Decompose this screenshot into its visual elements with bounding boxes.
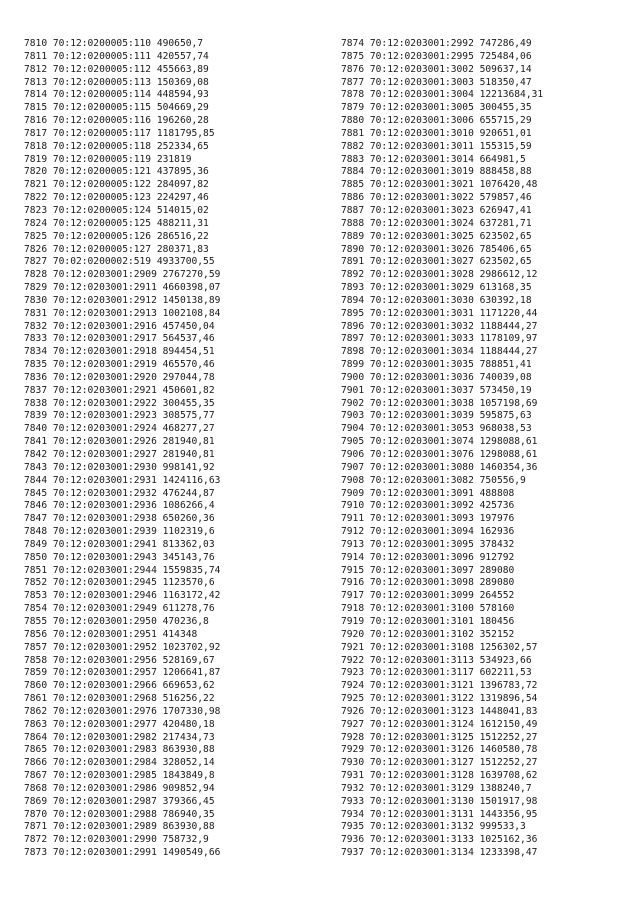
- table-row: 7844 70:12:0203001:2931 1424116,63: [24, 474, 221, 486]
- table-row: 7864 70:12:0203001:2982 217434,73: [24, 731, 215, 743]
- table-row: 7910 70:12:0203001:3092 425736: [341, 500, 515, 512]
- table-row: 7813 70:12:0200005:113 150369,08: [24, 76, 209, 88]
- left-column: [24, 38, 220, 860]
- table-row: 7886 70:12:0203001:3022 579857,46: [341, 192, 532, 204]
- table-row: 7924 70:12:0203001:3121 1396783,72: [341, 680, 538, 692]
- table-row: 7928 70:12:0203001:3125 1512252,27: [341, 731, 538, 743]
- table-row: 7827 70:02:0200002:519 4933700,55: [24, 256, 215, 268]
- table-row: 7902 70:12:0203001:3038 1057198,69: [341, 397, 538, 409]
- table-row: 7815 70:12:0200005:115 504669,29: [24, 102, 209, 114]
- table-row: 7887 70:12:0203001:3023 626947,41: [341, 204, 532, 216]
- table-row: 7857 70:12:0203001:2952 1023702,92: [24, 641, 221, 653]
- table-row: 7897 70:12:0203001:3033 1178109,97: [341, 333, 538, 345]
- table-row: 7831 70:12:0203001:2913 1002108,84: [24, 307, 221, 319]
- table-row: 7903 70:12:0203001:3039 595875,63: [341, 410, 532, 422]
- table-row: 7869 70:12:0203001:2987 379366,45: [24, 795, 215, 807]
- table-row: 7889 70:12:0203001:3025 623502,65: [341, 230, 532, 242]
- table-row: 7885 70:12:0203001:3021 1076420,48: [341, 179, 538, 191]
- table-row: 7888 70:12:0203001:3024 637281,71: [341, 217, 532, 229]
- table-row: 7871 70:12:0203001:2989 863930,88: [24, 821, 215, 833]
- table-row: 7826 70:12:0200005:127 280371,83: [24, 243, 209, 255]
- table-row: 7843 70:12:0203001:2930 998141,92: [24, 461, 215, 473]
- table-row: 7884 70:12:0203001:3019 888458,88: [341, 166, 532, 178]
- table-row: 7878 70:12:0203001:3004 12213684,31: [341, 89, 544, 101]
- table-row: 7848 70:12:0203001:2939 1102319,6: [24, 526, 215, 538]
- table-row: 7822 70:12:0200005:123 224297,46: [24, 192, 209, 204]
- table-row: 7874 70:12:0203001:2992 747286,49: [341, 38, 532, 49]
- table-row: 7861 70:12:0203001:2968 516256,22: [24, 693, 215, 705]
- table-row: 7879 70:12:0203001:3005 300455,35: [341, 102, 532, 114]
- table-row: 7899 70:12:0203001:3035 788851,41: [341, 359, 532, 371]
- table-row: 7872 70:12:0203001:2990 758732,9: [24, 834, 209, 846]
- table-row: 7859 70:12:0203001:2957 1206641,87: [24, 667, 221, 679]
- table-row: 7877 70:12:0203001:3003 518350,47: [341, 76, 532, 88]
- table-row: 7933 70:12:0203001:3130 1501917,98: [341, 795, 538, 807]
- table-row: 7931 70:12:0203001:3128 1639708,62: [341, 770, 538, 782]
- table-row: 7927 70:12:0203001:3124 1612150,49: [341, 718, 538, 730]
- table-row: 7909 70:12:0203001:3091 488808: [341, 487, 515, 499]
- table-row: 7818 70:12:0200005:118 252334,65: [24, 140, 209, 152]
- table-row: 7867 70:12:0203001:2985 1843849,8: [24, 770, 215, 782]
- table-row: 7851 70:12:0203001:2944 1559835,74: [24, 564, 221, 576]
- table-row: 7883 70:12:0203001:3014 664981,5: [341, 153, 526, 165]
- table-row: 7832 70:12:0203001:2916 457450,04: [24, 320, 215, 332]
- table-row: 7845 70:12:0203001:2932 476244,87: [24, 487, 215, 499]
- table-row: 7854 70:12:0203001:2949 611278,76: [24, 603, 215, 615]
- table-row: 7835 70:12:0203001:2919 465570,46: [24, 359, 215, 371]
- table-row: 7893 70:12:0203001:3029 613168,35: [341, 282, 532, 294]
- table-row: 7830 70:12:0203001:2912 1450138,89: [24, 294, 221, 306]
- table-row: 7829 70:12:0203001:2911 4660398,07: [24, 282, 221, 294]
- table-row: 7863 70:12:0203001:2977 420480,18: [24, 718, 215, 730]
- table-row: 7925 70:12:0203001:3122 1319896,54: [341, 693, 538, 705]
- table-row: 7849 70:12:0203001:2941 813362,03: [24, 538, 215, 550]
- table-row: 7904 70:12:0203001:3053 968038,53: [341, 423, 532, 435]
- table-row: 7932 70:12:0203001:3129 1388240,7: [341, 782, 532, 794]
- table-row: 7890 70:12:0203001:3026 785406,65: [341, 243, 532, 255]
- table-row: 7846 70:12:0203001:2936 1086266,4: [24, 500, 215, 512]
- table-row: 7891 70:12:0203001:3027 623502,65: [341, 256, 532, 268]
- table-row: 7916 70:12:0203001:3098 289080: [341, 577, 515, 589]
- table-row: 7828 70:12:0203001:2909 2767270,59: [24, 269, 221, 281]
- table-row: 7840 70:12:0203001:2924 468277,27: [24, 423, 215, 435]
- table-row: 7850 70:12:0203001:2943 345143,76: [24, 551, 215, 563]
- table-row: 7898 70:12:0203001:3034 1188444,27: [341, 346, 538, 358]
- table-row: 7936 70:12:0203001:3133 1025162,36: [341, 834, 538, 846]
- table-row: 7901 70:12:0203001:3037 573450,19: [341, 384, 532, 396]
- table-row: 7923 70:12:0203001:3117 602211,53: [341, 667, 532, 679]
- table-row: 7821 70:12:0200005:122 284097,82: [24, 179, 209, 191]
- table-row: 7896 70:12:0203001:3032 1188444,27: [341, 320, 538, 332]
- table-row: 7934 70:12:0203001:3131 1443356,95: [341, 808, 538, 820]
- table-row: 7914 70:12:0203001:3096 912792: [341, 551, 515, 563]
- table-row: 7915 70:12:0203001:3097 289080: [341, 564, 515, 576]
- table-row: 7868 70:12:0203001:2986 909852,94: [24, 782, 215, 794]
- table-row: 7919 70:12:0203001:3101 180456: [341, 615, 515, 627]
- table-row: 7876 70:12:0203001:3002 509637,14: [341, 63, 532, 75]
- table-row: 7937 70:12:0203001:3134 1233398,47: [341, 847, 538, 859]
- table-row: 7873 70:12:0203001:2991 1490549,66: [24, 847, 221, 859]
- table-row: 7930 70:12:0203001:3127 1512252,27: [341, 757, 538, 769]
- table-row: 7881 70:12:0203001:3010 920651,01: [341, 127, 532, 139]
- table-row: 7880 70:12:0203001:3006 655715,29: [341, 115, 532, 127]
- table-row: 7917 70:12:0203001:3099 264552: [341, 590, 515, 602]
- table-row: 7853 70:12:0203001:2946 1163172,42: [24, 590, 221, 602]
- table-row: 7836 70:12:0203001:2920 297044,78: [24, 371, 215, 383]
- table-row: 7847 70:12:0203001:2938 650260,36: [24, 513, 215, 525]
- table-row: 7918 70:12:0203001:3100 578160: [341, 603, 515, 615]
- table-row: 7858 70:12:0203001:2956 528169,67: [24, 654, 215, 666]
- table-row: 7839 70:12:0203001:2923 308575,77: [24, 410, 215, 422]
- table-row: 7905 70:12:0203001:3074 1298088,61: [341, 436, 538, 448]
- table-row: 7892 70:12:0203001:3028 2986612,12: [341, 269, 538, 281]
- table-row: 7921 70:12:0203001:3108 1256302,57: [341, 641, 538, 653]
- table-row: 7870 70:12:0203001:2988 786940,35: [24, 808, 215, 820]
- right-column: [341, 38, 543, 860]
- table-row: 7913 70:12:0203001:3095 378432: [341, 538, 515, 550]
- table-row: 7906 70:12:0203001:3076 1298088,61: [341, 449, 538, 460]
- table-row: 7922 70:12:0203001:3113 534923,66: [341, 654, 532, 666]
- table-row: 7838 70:12:0203001:2922 300455,35: [24, 397, 215, 409]
- table-row: 7911 70:12:0203001:3093 197976: [341, 513, 515, 525]
- table-row: 7856 70:12:0203001:2951 414348: [24, 628, 198, 640]
- table-row: 7894 70:12:0203001:3030 630392,18: [341, 294, 532, 306]
- table-row: 7819 70:12:0200005:119 231819: [24, 153, 192, 165]
- table-row: 7824 70:12:0200005:125 488211,31: [24, 217, 209, 229]
- table-row: 7926 70:12:0203001:3123 1448041,83: [341, 705, 538, 717]
- table-row: 7900 70:12:0203001:3036 740039,08: [341, 371, 532, 383]
- table-row: 7820 70:12:0200005:121 437895,36: [24, 166, 209, 178]
- table-row: 7811 70:12:0200005:111 420557,74: [24, 50, 209, 62]
- table-row: 7907 70:12:0203001:3080 1460354,36: [341, 461, 538, 473]
- table-row: 7810 70:12:0200005:110 490650,7: [24, 38, 204, 49]
- table-row: 7866 70:12:0203001:2984 328052,14: [24, 757, 215, 769]
- table-row: 7895 70:12:0203001:3031 1171220,44: [341, 307, 538, 319]
- table-row: 7841 70:12:0203001:2926 281940,81: [24, 436, 215, 448]
- table-row: 7882 70:12:0203001:3011 155315,59: [341, 140, 532, 152]
- table-row: 7825 70:12:0200005:126 286516,22: [24, 230, 209, 242]
- table-row: 7817 70:12:0200005:117 1181795,85: [24, 127, 215, 139]
- table-row: 7855 70:12:0203001:2950 470236,8: [24, 615, 209, 627]
- table-row: 7920 70:12:0203001:3102 352152: [341, 628, 515, 640]
- table-row: 7860 70:12:0203001:2966 669653,62: [24, 680, 215, 692]
- table-row: 7816 70:12:0200005:116 196260,28: [24, 115, 209, 127]
- table-row: 7842 70:12:0203001:2927 281940,81: [24, 449, 215, 460]
- table-row: 7935 70:12:0203001:3132 999533,3: [341, 821, 526, 833]
- table-row: 7929 70:12:0203001:3126 1460580,78: [341, 744, 538, 756]
- table-row: 7837 70:12:0203001:2921 450601,82: [24, 384, 215, 396]
- table-row: 7833 70:12:0203001:2917 564537,46: [24, 333, 215, 345]
- table-row: 7908 70:12:0203001:3082 750556,9: [341, 474, 526, 486]
- table-row: 7865 70:12:0203001:2983 863930,88: [24, 744, 215, 756]
- table-row: 7852 70:12:0203001:2945 1123570,6: [24, 577, 215, 589]
- table-row: 7862 70:12:0203001:2976 1707330,98: [24, 705, 221, 717]
- table-row: 7812 70:12:0200005:112 455663,89: [24, 63, 209, 75]
- table-row: 7814 70:12:0200005:114 448594,93: [24, 89, 209, 101]
- table-row: 7834 70:12:0203001:2918 894454,51: [24, 346, 215, 358]
- table-row: 7823 70:12:0200005:124 514015,02: [24, 204, 209, 216]
- table-row: 7875 70:12:0203001:2995 725484,06: [341, 50, 532, 62]
- table-row: 7912 70:12:0203001:3094 162936: [341, 526, 515, 538]
